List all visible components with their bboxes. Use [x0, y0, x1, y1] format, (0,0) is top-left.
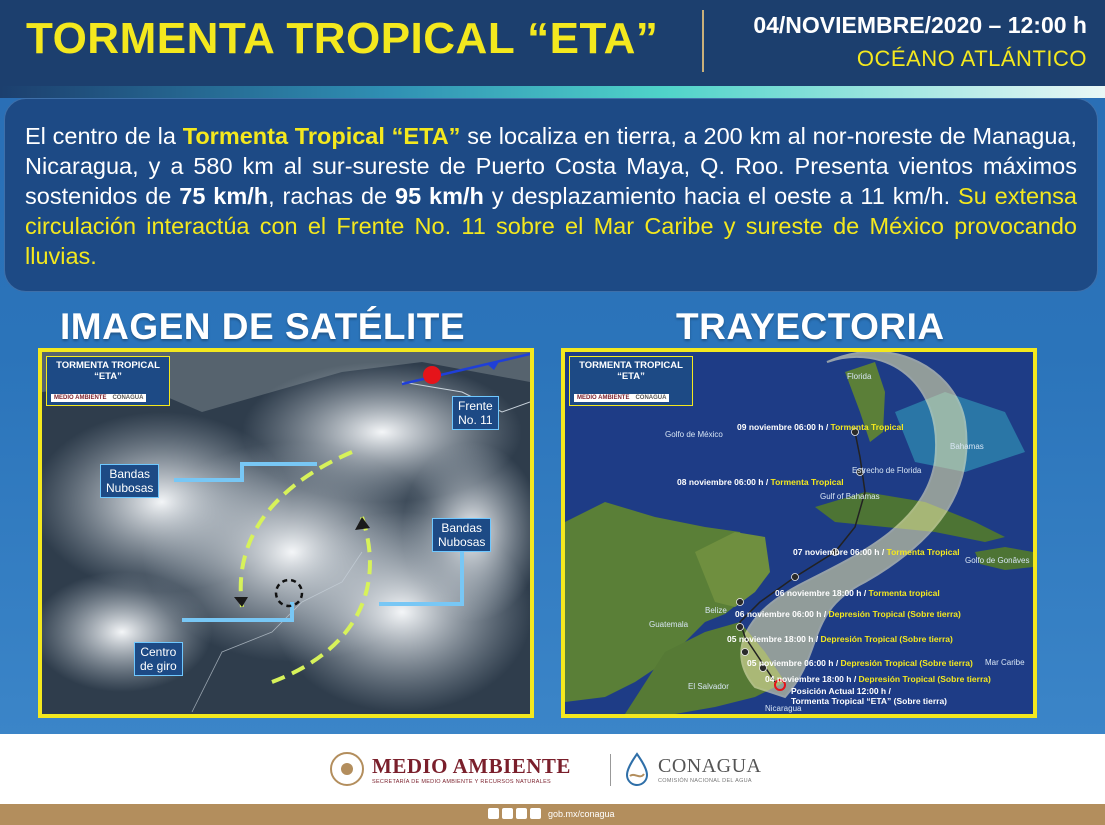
traj-point-7: 05 noviembre 06:00 h / Depresión Tropical (Sobre tierra): [747, 658, 973, 668]
summary-text: El centro de la Tormenta Tropical “ETA” se localiza en tierra, a 200 km al nor-noreste de Managua, Nicaragua, y a 580 km al sur-sureste de Puerto Costa Maya, Q. Roo. Presenta vientos máximos sostenidos de 75 km/h, rachas de 95 km/h y desplazamiento hacia el oeste a 11 km/h. Su extensa circulación interactúa con el Frente No. 11 sobre el Mar Caribe y sureste de México provocando lluvias.: [25, 123, 1077, 269]
geo-gulf-bahamas: Gulf of Bahamas: [820, 492, 880, 501]
badge-logo-cg: CONAGUA: [635, 395, 667, 401]
traj-point-5: 06 noviembre 06:00 h / Depresión Tropical (Sobre tierra): [735, 609, 961, 619]
badge-logo-ma: MEDIO AMBIENTE: [54, 395, 107, 401]
header-divider: [702, 10, 704, 72]
label-frente: Frente No. 11: [452, 396, 499, 430]
geo-florida: Florida: [847, 372, 872, 381]
ma-logo-text: MEDIO AMBIENTE: [372, 753, 571, 778]
badge-logo-ma: MEDIO AMBIENTE: [577, 395, 630, 401]
trajectory-title: TRAYECTORIA: [676, 306, 945, 347]
geo-caribe: Mar Caribe: [985, 658, 1025, 667]
main-panel: [0, 98, 1105, 734]
bulletin-date: 04/NOVIEMBRE/2020 – 12:00 h: [753, 12, 1087, 38]
medio-ambiente-logo: [330, 752, 571, 786]
traj-point-4: 06 noviembre 18:00 h / Tormenta tropical: [775, 588, 940, 598]
badge-title: TORMENTA TROPICAL “ETA”: [56, 360, 160, 382]
geo-estrecho: Estrecho de Florida: [852, 466, 922, 475]
geo-golfo: Golfo de México: [665, 430, 723, 439]
label-bandas-east: Bandas Nubosas: [432, 518, 491, 552]
satellite-badge: [46, 356, 170, 406]
label-centro-giro: Centro de giro: [134, 642, 183, 676]
conagua-logo: [624, 752, 762, 786]
geo-gonaives: Golfo de Gonâves: [965, 556, 1030, 565]
badge-logos: [51, 394, 146, 402]
geo-elsalvador: El Salvador: [688, 682, 729, 691]
traj-current-position: Posición Actual 12:00 h /: [791, 686, 891, 696]
facebook-icon[interactable]: [488, 808, 499, 819]
twitter-icon[interactable]: [516, 808, 527, 819]
badge-logo-cg: CONAGUA: [112, 395, 144, 401]
geo-bahamas: Bahamas: [950, 442, 984, 451]
eagle-emblem-icon: [330, 752, 364, 786]
label-bandas-west: Bandas Nubosas: [100, 464, 159, 498]
geo-belize: Belize: [705, 606, 727, 615]
traj-point-2: 08 noviembre 06:00 h / Tormenta Tropical: [677, 477, 844, 487]
footer-divider: [610, 754, 611, 786]
youtube-icon[interactable]: [502, 808, 513, 819]
satellite-image: [38, 348, 534, 718]
satellite-title: IMAGEN DE SATÉLITE: [60, 306, 466, 347]
traj-point-6: 05 noviembre 18:00 h / Depresión Tropical (Sobre tierra): [727, 634, 953, 644]
water-drop-icon: [624, 752, 650, 786]
footer: [0, 734, 1105, 804]
traj-point-3: 07 noviembre 06:00 h / Tormenta Tropical: [793, 547, 960, 557]
header-bar: [0, 0, 1105, 86]
cg-logo-text: CONAGUA: [658, 754, 762, 777]
summary-box: [4, 98, 1098, 292]
trajectory-badge: [569, 356, 693, 406]
social-links: [488, 808, 615, 819]
cg-logo-subtext: COMISIÓN NACIONAL DEL AGUA: [658, 777, 752, 784]
website-link[interactable]: gob.mx/conagua: [548, 808, 615, 819]
instagram-icon[interactable]: [530, 808, 541, 819]
traj-current-status: Tormenta Tropical “ETA” (Sobre tierra): [791, 696, 948, 706]
header-stripe: [0, 86, 1105, 98]
ma-logo-subtext: SECRETARÍA DE MEDIO AMBIENTE Y RECURSOS NATURALES: [372, 778, 552, 785]
badge-logos: [574, 394, 669, 402]
bottom-bar: [0, 804, 1105, 825]
badge-title: TORMENTA TROPICAL “ETA”: [579, 360, 683, 382]
page-title: TORMENTA TROPICAL “ETA”: [26, 14, 659, 63]
ocean-label: OCÉANO ATLÁNTICO: [856, 46, 1087, 71]
trajectory-map: [561, 348, 1037, 718]
geo-guatemala: Guatemala: [649, 620, 689, 629]
traj-point-8: 04 noviembre 18:00 h / Depresión Tropical (Sobre tierra): [765, 674, 991, 684]
geo-nicaragua: Nicaragua: [765, 704, 802, 713]
traj-point-1: 09 noviembre 06:00 h / Tormenta Tropical: [737, 422, 904, 432]
